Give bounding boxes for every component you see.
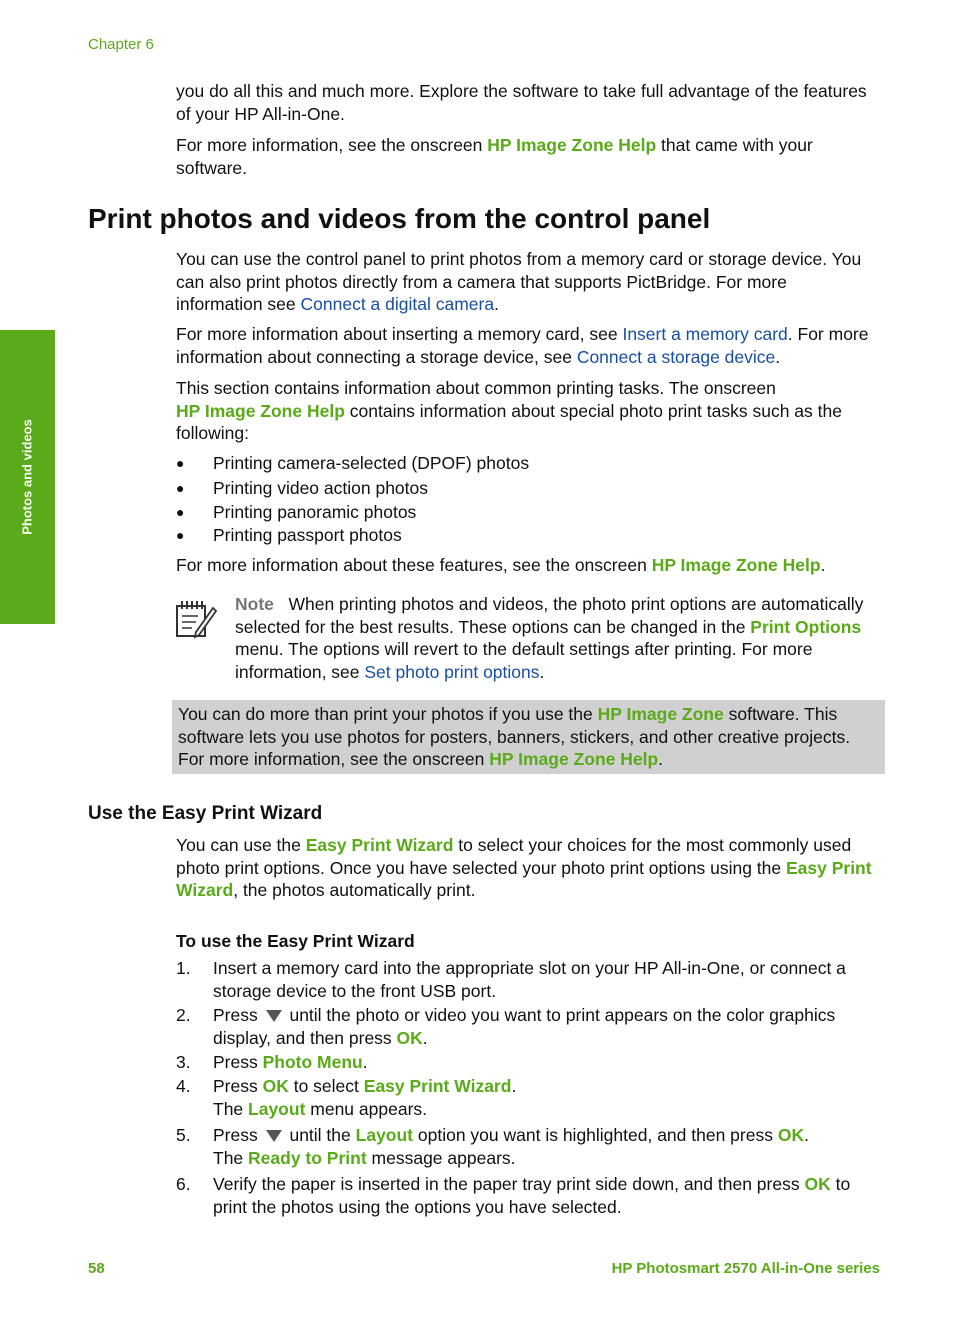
intro-paragraph-2: For more information, see the onscreen HP Image Zone Help that came with your software. <box>176 135 813 178</box>
ok-button-ref: OK <box>396 1027 423 1048</box>
insert-memory-card-link[interactable]: Insert a memory card <box>622 324 788 344</box>
ok-button-ref: OK <box>777 1125 805 1145</box>
subsection-title: Use the Easy Print Wizard <box>88 803 323 824</box>
tip-box <box>172 700 885 774</box>
side-tab-label: Photos and videos <box>19 419 35 535</box>
down-arrow-icon <box>266 1130 282 1142</box>
down-arrow-icon <box>266 1010 282 1022</box>
layout-ref: Layout <box>248 1098 306 1119</box>
page-number: 58 <box>88 1260 105 1277</box>
set-photo-print-options-link[interactable]: Set photo print options <box>364 661 540 682</box>
hp-image-zone-help-ref: HP Image Zone Help <box>489 749 659 769</box>
hp-image-zone-help-ref: HP Image Zone Help <box>651 555 821 575</box>
intro-paragraph-1: you do all this and much more. Explore the software to take full advantage of the features of your HP All-in-One. <box>176 81 867 124</box>
hp-image-zone-ref: HP Image Zone <box>597 704 724 724</box>
section-paragraph-4: For more information about these features, see the onscreen HP Image Zone Help. <box>176 555 826 575</box>
section-paragraph-1: You can use the control panel to print photos from a memory card or storage device. You can also print photos directly from a camera that supports PictBridge. For more information see Connect a digital camera. <box>176 249 862 314</box>
easy-print-wizard-ref: Easy Print Wizard <box>176 857 872 900</box>
ok-button-ref: OK <box>262 1076 289 1096</box>
note-text: Note When printing photos and videos, the photo print options are automatically selected for the best results. These options can be changed in the Print Options menu. The options will revert to the default settings after printing. For more information, see Set photo print options. <box>235 594 869 682</box>
connect-storage-device-link[interactable]: Connect a storage device <box>576 346 776 367</box>
procedure-title: To use the Easy Print Wizard <box>176 931 415 951</box>
connect-digital-camera-link[interactable]: Connect a digital camera <box>300 294 495 314</box>
layout-ref: Layout <box>355 1125 414 1145</box>
subsection-paragraph: You can use the Easy Print Wizard to select your choices for the most commonly used photo print options. Once you have selected your photo print options using the Easy Print Wizard, the photos automatically print. <box>176 835 872 900</box>
photo-menu-ref: Photo Menu <box>262 1052 363 1072</box>
note-label: Note <box>235 594 274 614</box>
easy-print-wizard-ref: Easy Print Wizard <box>305 835 454 855</box>
ready-to-print-ref: Ready to Print <box>248 1147 367 1168</box>
ok-button-ref: OK <box>804 1174 831 1194</box>
section-paragraph-3: This section contains information about common printing tasks. The onscreen HP Image Zone Help contains information about special photo print tasks such as the following: <box>176 378 842 443</box>
chapter-label: Chapter 6 <box>88 36 154 53</box>
section-title: Print photos and videos from the control panel <box>88 203 711 234</box>
hp-image-zone-help-ref: HP Image Zone Help <box>176 400 345 421</box>
easy-print-wizard-ref: Easy Print Wizard <box>363 1076 512 1096</box>
print-options-ref: Print Options <box>750 616 862 637</box>
side-tab <box>0 330 55 624</box>
product-name: HP Photosmart 2570 All-in-One series <box>611 1260 880 1277</box>
note-icon <box>174 598 218 640</box>
tip-text: You can do more than print your photos if you use the HP Image Zone software. This software lets you use photos for posters, banners, stickers, and other creative projects. For more information, see the onscreen HP Image Zone Help. <box>178 704 851 769</box>
section-paragraph-2: For more information about inserting a memory card, see Insert a memory card. For more information about connecting a storage device, see Connect a storage device. <box>176 324 869 367</box>
hp-image-zone-help-ref: HP Image Zone Help <box>487 135 657 155</box>
